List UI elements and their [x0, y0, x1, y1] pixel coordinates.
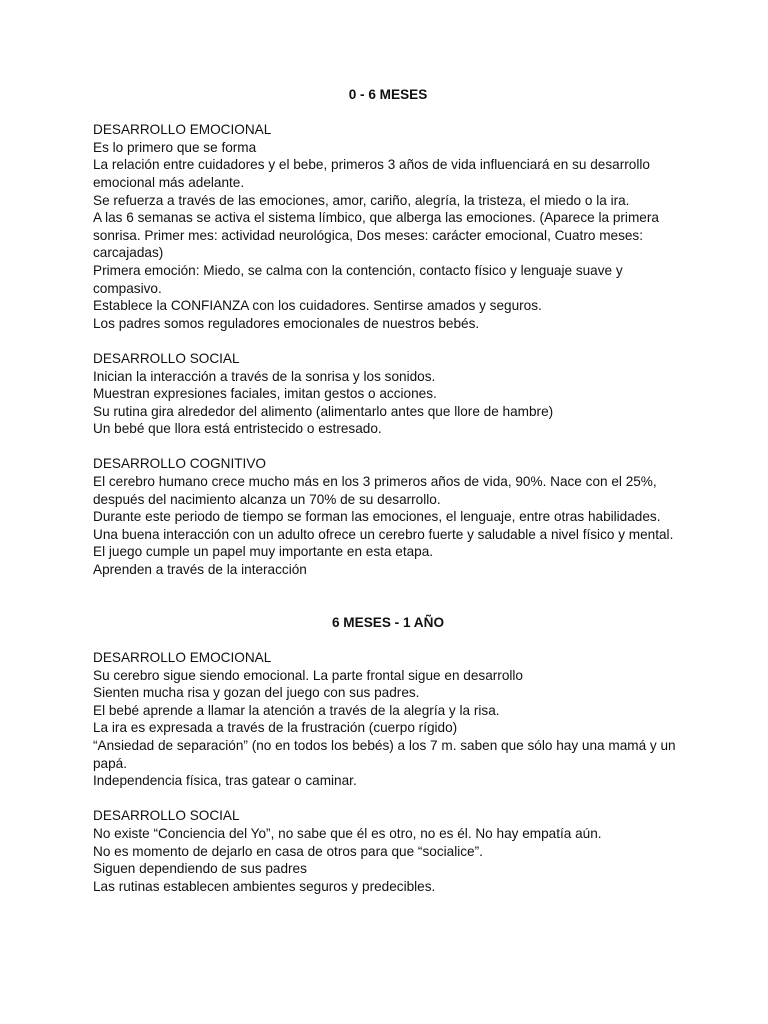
document-page — [93, 86, 683, 895]
text-line: Una buena interacción con un adulto ofrece un cerebro fuerte y saludable a nivel físico y mental. — [93, 526, 674, 542]
block-desarrollo-emocional — [93, 649, 683, 790]
text-line: No existe “Conciencia del Yo”, no sabe que él es otro, no es él. No hay empatía aún. — [93, 825, 602, 841]
text-line: Las rutinas establecen ambientes seguros y predecibles. — [93, 878, 436, 894]
section-title: 0 - 6 MESES — [348, 87, 428, 102]
block-heading: DESARROLLO SOCIAL — [93, 350, 240, 366]
text-line: La ira es expresada a través de la frustración (cuerpo rígido) — [93, 720, 458, 736]
block-heading: DESARROLLO SOCIAL — [93, 808, 240, 824]
block-heading: DESARROLLO COGNITIVO — [93, 456, 266, 472]
text-line: Inician la interacción a través de la sonrisa y los sonidos. — [93, 368, 436, 384]
text-line: El cerebro humano crece mucho más en los 3 primeros años de vida, 90%. Nace con el 25%, después del nacimiento alcanza un 70% de su desarrollo. — [93, 474, 657, 507]
text-line: Los padres somos reguladores emocionales de nuestros bebés. — [93, 315, 480, 331]
text-line: “Ansiedad de separación” (no en todos los bebés) a los 7 m. saben que sólo hay una mamá y un papá. — [93, 737, 676, 771]
text-line: Muestran expresiones faciales, imitan gestos o acciones. — [93, 386, 437, 402]
text-line: Aprenden a través de la interacción — [93, 562, 307, 578]
section-title: 6 MESES - 1 AÑO — [331, 614, 445, 630]
text-line: Primera emoción: Miedo, se calma con la contención, contacto físico y lenguaje suave y compasivo. — [93, 262, 623, 296]
text-line: Sienten mucha risa y gozan del juego con sus padres. — [93, 685, 420, 701]
block-desarrollo-social — [93, 350, 683, 438]
text-line: Independencia física, tras gatear o caminar. — [93, 773, 357, 789]
text-line: Es lo primero que se forma — [93, 139, 257, 155]
text-line: Establece la CONFIANZA con los cuidadores. Sentirse amados y seguros. — [93, 298, 542, 314]
text-line: Se refuerza a través de las emociones, amor, cariño, alegría, la tristeza, el miedo o la ira. — [93, 192, 630, 208]
block-desarrollo-social — [93, 807, 683, 895]
block-heading: DESARROLLO EMOCIONAL — [93, 122, 272, 138]
text-line: Su cerebro sigue siendo emocional. La parte frontal sigue en desarrollo — [93, 667, 523, 683]
text-line: La relación entre cuidadores y el bebe, primeros 3 años de vida influenciará en su desarrollo emocional más adelante. — [93, 157, 650, 190]
section-6-meses-1-ano — [93, 614, 683, 896]
text-line: Su rutina gira alrededor del alimento (alimentarlo antes que llore de hambre) — [93, 403, 554, 419]
text-line: Durante este periodo de tiempo se forman las emociones, el lenguaje, entre otras habilidades. — [93, 509, 661, 525]
text-line: Siguen dependiendo de sus padres — [93, 861, 307, 877]
text-line: El juego cumple un papel muy importante en esta etapa. — [93, 544, 434, 560]
text-line: No es momento de dejarlo en casa de otros para que “socialice”. — [93, 843, 483, 859]
text-line: Un bebé que llora está entristecido o estresado. — [93, 421, 382, 437]
section-0-6-meses — [93, 86, 683, 579]
block-desarrollo-cognitivo — [93, 455, 683, 578]
block-desarrollo-emocional — [93, 121, 683, 332]
text-line: El bebé aprende a llamar la atención a través de la alegría y la risa. — [93, 702, 500, 718]
text-line: A las 6 semanas se activa el sistema límbico, que alberga las emociones. (Aparece la primera sonrisa. Primer mes: actividad neurológica, Dos meses: carácter emocional, Cuatro meses: carcajadas) — [93, 210, 659, 261]
block-heading: DESARROLLO EMOCIONAL — [93, 650, 272, 665]
